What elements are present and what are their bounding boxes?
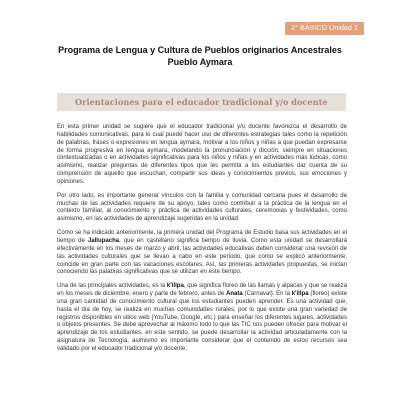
body-text (57, 124, 347, 360)
term-killpa: k'illpa (166, 283, 184, 290)
paragraph-4-text: Una de las principales actividades, es la (57, 283, 167, 290)
document-subtitle: Pueblo Aymara (167, 57, 233, 67)
term-jallupacha: Jallupacha (87, 237, 120, 244)
paragraph-1: En esta primer unidad se sugiere que el educador tradicional y/o docente favorezca el desarrollo de habilidades comunicativas, para lo cual puede hacer uso de diferentes estrategias tales como la repetición de palabras, frases o expresiones en lengua aymara, motivar a los niños y niñas a que puedan expresarse de forma progresiva en lengua aymara, modelando la pronunciación y dicción, siempre en situaciones contextualizadas o en actividades significativas para los niños y niñas y en actividades más lúdicas, como asimismo, realizar preguntas de diferentes tipos que les permita a los estudiantes dar cuenta de su comprensión de aquello que escuchan, compartir sus ideas y conocimientos previos, sus emociones y opiniones. (57, 124, 347, 185)
paragraph-4 (57, 283, 347, 354)
term-anata: Anata (225, 291, 243, 298)
document-title: Programa de Lengua y Cultura de Pueblos originarios Ancestrales (58, 45, 342, 55)
term-killpa: k'illpa (291, 291, 309, 298)
paragraph-3-text: Como se ha indicado anteriormente, la primera unidad del Programa de Estudio basa sus actividades en el tiempo de (57, 230, 347, 244)
paragraph-4-text: , que significa floreo de las llamas y alpacas y que se realiza en los meses de diciembre, enero y parte de febrero, antes de (57, 283, 347, 298)
paragraph-3 (57, 230, 347, 277)
paragraph-2: Por otro lado, es importante generar vínculos con la familia y comunidad cercana pues el desarrollo de muchas de las actividades requiere de su apoyo, tales como contribuir a la práctica de la lengua en el contexto familiar, al conocimiento y práctica de actividades culturales, ceremonias y festividades, como asimismo, en las actividades de aprendizaje sugeridas en la unidad. (57, 192, 347, 223)
document-header (0, 44, 400, 68)
section-heading-bar (57, 93, 346, 111)
paragraph-3-text: , que en castellano significa tiempo de lluvia. Como esta unidad se desarrollará efectivamente en los meses de marzo y abril, las actividades educativas deben considerar una revisión de las actividades culturales que se llevan a cabo en este período, que como se explicó anteriormente, coincide en gran parte con las vacaciones escolares. Así, las primeras actividades propuestas, se inician conociendo las palabras significativas que se utilizan en este tiempo. (57, 237, 347, 276)
paragraph-4-text: (floreo) existe una gran cantidad de conocimiento cultural que los estudiantes pueden aprender. Es una actividad que, hasta el día de hoy, se realiza en muchas comunidades rurales, por lo que existe una gran variedad de registros disponibles en sitios web (YouTube, Google, etc.) para enseñar los diferentes lugares, actividades u objetos presentes. Se debe aprovechar al máximo todo lo que las TIC nos pueden ofrecer para motivar el aprendizaje de los estudiantes, en este sentido, se puede desarrollar la actividad articuladamente con la asignatura de Tecnología, asimismo es importante considerar que el contenido de estos recursos sea validado por el educador tradicional y/o docente, (57, 291, 347, 352)
unit-badge: 2° BÁSICO Unidad 1 (285, 22, 364, 35)
section-title: Orientaciones para el educador tradicional y/o docente (75, 97, 328, 107)
paragraph-4-text: (Carnaval). En la (242, 291, 292, 298)
